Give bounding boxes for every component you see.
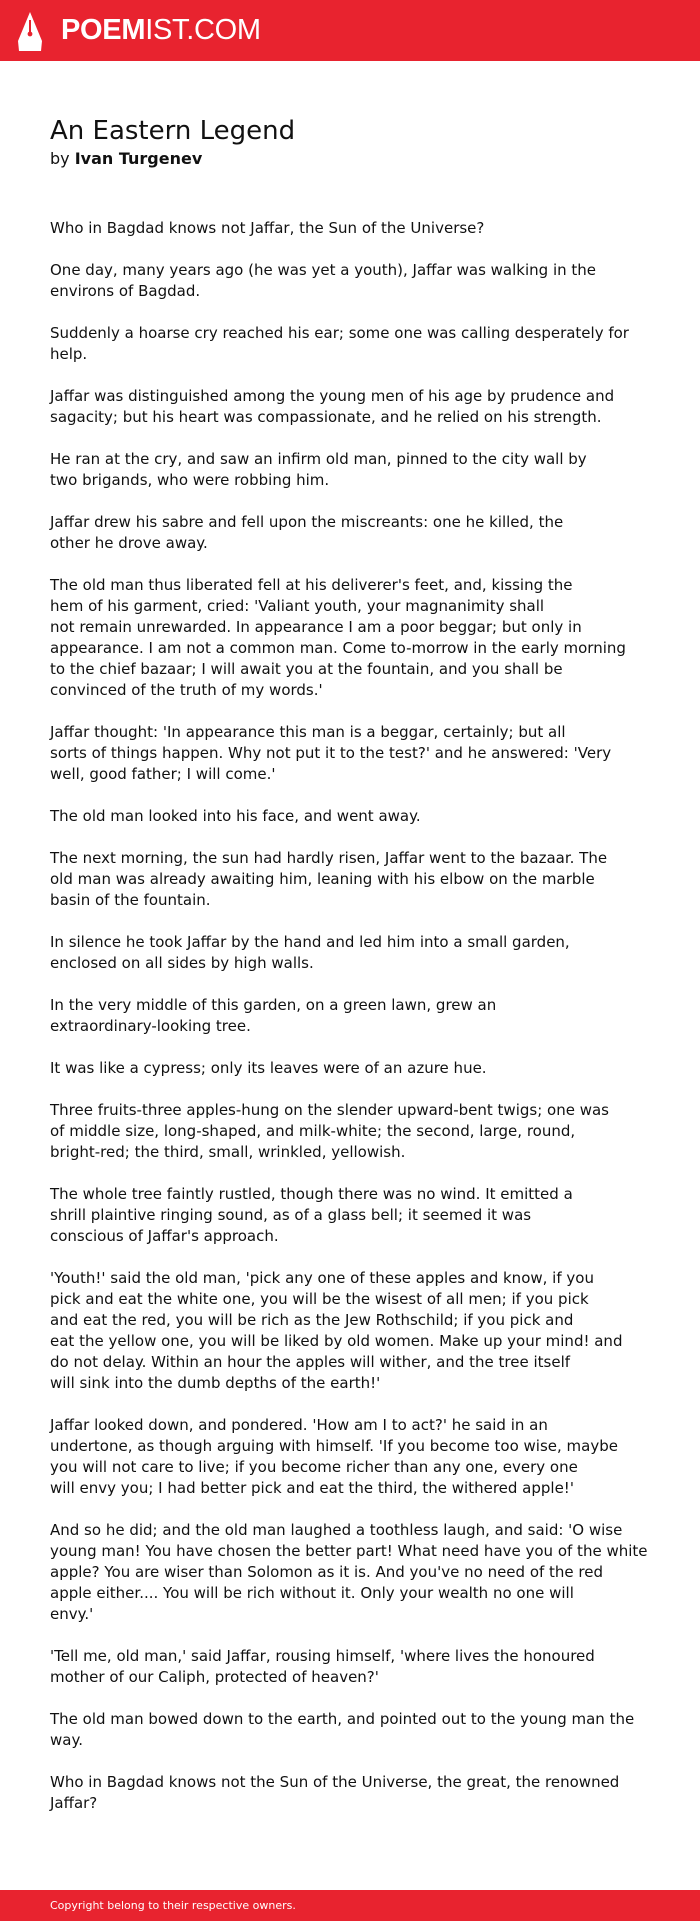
poem-stanza [50,449,610,491]
poem-stanza [50,1709,635,1751]
poem-line: In the very middle of this garden, on a green lawn, grew an [50,996,497,1014]
poem-line: extraordinary-looking tree. [50,1017,251,1035]
poem-stanza [50,806,610,827]
poem-line: basin of the fountain. [50,891,211,909]
poem-line: will sink into the dumb depths of the earth!' [50,1374,381,1392]
poem-stanza [50,260,610,302]
poem-line: pick and eat the white one, you will be the wisest of all men; if you pick [50,1290,589,1308]
poem-stanza [50,1646,610,1688]
poem-line: apple either.... You will be rich without it. Only your wealth no one will [50,1584,574,1602]
poem-line: shrill plaintive ringing sound, as of a glass bell; it seemed it was [50,1206,532,1224]
logo-brand-bold: POEM [61,14,146,46]
poem-stanza [50,848,610,911]
copyright-notice: Copyright belong to their respective owners. [50,1899,296,1912]
poem-line: old man was already awaiting him, leaning with his elbow on the marble [50,870,595,888]
poem-line: apple? You are wiser than Solomon as it is. And you've no need of the red [50,1563,604,1581]
poem-line: environs of Bagdad. [50,282,201,300]
poem-line: will envy you; I had better pick and eat the third, the withered apple!' [50,1479,574,1497]
poem-line: The old man thus liberated fell at his deliverer's feet, and, kissing the [50,576,573,594]
poem-line: 'Tell me, old man,' said Jaffar, rousing himself, 'where lives the honoured [50,1647,595,1665]
poem-line: conscious of Jaffar's approach. [50,1227,279,1245]
poem-line: The next morning, the sun had hardly risen, Jaffar went to the bazaar. The [50,849,608,867]
poem-line: envy.' [50,1605,94,1623]
byline-prefix: by [50,149,70,168]
poem-line: sorts of things happen. Why not put it to the test?' and he answered: 'Very [50,744,612,762]
poem-body [50,218,648,1835]
poem-stanza [50,512,610,554]
poem-line: Jaffar was distinguished among the young men of his age by prudence and [50,387,615,405]
poem-line: Jaffar drew his sabre and fell upon the miscreants: one he killed, the [50,513,564,531]
poem-stanza [50,1520,648,1625]
poem-stanza [50,575,626,701]
poem-line: you will not care to live; if you become richer than any one, every one [50,1458,578,1476]
poem-byline [50,148,202,170]
poem-line: mother of our Caliph, protected of heaven?' [50,1668,379,1686]
poem-line: not remain unrewarded. In appearance I am a poor beggar; but only in [50,618,582,636]
pen-nib-icon[interactable] [17,11,43,52]
poem-stanza [50,1772,620,1814]
poem-line: other he drove away. [50,534,208,552]
poem-line: It was like a cypress; only its leaves were of an azure hue. [50,1059,487,1077]
poem-line: Jaffar looked down, and pondered. 'How am I to act?' he said in an [50,1416,548,1434]
poem-line: of middle size, long-shaped, and milk-white; the second, large, round, [50,1122,576,1140]
logo-brand-light: IST.COM [145,14,261,46]
poem-stanza [50,995,610,1037]
poem-line: And so he did; and the old man laughed a toothless laugh, and said: 'O wise [50,1521,623,1539]
poem-line: young man! You have chosen the better part! What need have you of the white [50,1542,648,1560]
poem-author: Ivan Turgenev [74,149,203,168]
poem-line: two brigands, who were robbing him. [50,471,330,489]
poem-line: enclosed on all sides by high walls. [50,954,314,972]
poem-stanza [50,1058,610,1079]
poem-line: Who in Bagdad knows not the Sun of the Universe, the great, the renowned [50,1773,620,1791]
poem-line: way. [50,1731,83,1749]
poem-line: eat the yellow one, you will be liked by old women. Make up your mind! and [50,1332,623,1350]
poem-line: convinced of the truth of my words.' [50,681,323,699]
poem-stanza [50,722,610,785]
poem-line: well, good father; I will come.' [50,765,276,783]
poem-stanza [50,932,610,974]
poem-line: and eat the red, you will be rich as the Jew Rothschild; if you pick and [50,1311,574,1329]
poem-line: sagacity; but his heart was compassionate, and he relied on his strength. [50,408,602,426]
poem-stanza [50,1184,610,1247]
poem-line: hem of his garment, cried: 'Valiant youth, your magnanimity shall [50,597,545,615]
poem-stanza [50,1415,618,1499]
poem-line: bright-red; the third, small, wrinkled, yellowish. [50,1143,406,1161]
poem-stanza [50,218,610,239]
poem-line: do not delay. Within an hour the apples will wither, and the tree itself [50,1353,571,1371]
poem-stanza [50,1100,610,1163]
poem-line: Three fruits-three apples-hung on the slender upward-bent twigs; one was [50,1101,609,1119]
poem-line: Jaffar thought: 'In appearance this man is a beggar, certainly; but all [50,723,566,741]
poem-line: The old man looked into his face, and went away. [50,807,421,825]
poem-line: The whole tree faintly rustled, though there was no wind. It emitted a [50,1185,573,1203]
poem-line: help. [50,345,88,363]
poem-line: He ran at the cry, and saw an infirm old man, pinned to the city wall by [50,450,587,468]
poem-line: undertone, as though arguing with himself. 'If you become too wise, maybe [50,1437,618,1455]
poem-line: The old man bowed down to the earth, and pointed out to the young man the [50,1710,635,1728]
poem-stanza [50,386,615,428]
site-logo[interactable] [61,14,261,46]
poem-line: Suddenly a hoarse cry reached his ear; some one was calling desperately for [50,324,629,342]
poem-line: One day, many years ago (he was yet a youth), Jaffar was walking in the [50,261,597,279]
poem-line: 'Youth!' said the old man, 'pick any one of these apples and know, if you [50,1269,594,1287]
poem-line: In silence he took Jaffar by the hand and led him into a small garden, [50,933,570,951]
poem-title: An Eastern Legend [50,116,296,146]
site-footer [0,1890,700,1921]
site-header [0,0,700,61]
poem-line: Who in Bagdad knows not Jaffar, the Sun of the Universe? [50,219,485,237]
poem-stanza [50,1268,623,1394]
poem-line: to the chief bazaar; I will await you at the fountain, and you shall be [50,660,563,678]
poem-line: appearance. I am not a common man. Come to-morrow in the early morning [50,639,626,657]
poem-stanza [50,323,629,365]
poem-line: Jaffar? [50,1794,98,1812]
